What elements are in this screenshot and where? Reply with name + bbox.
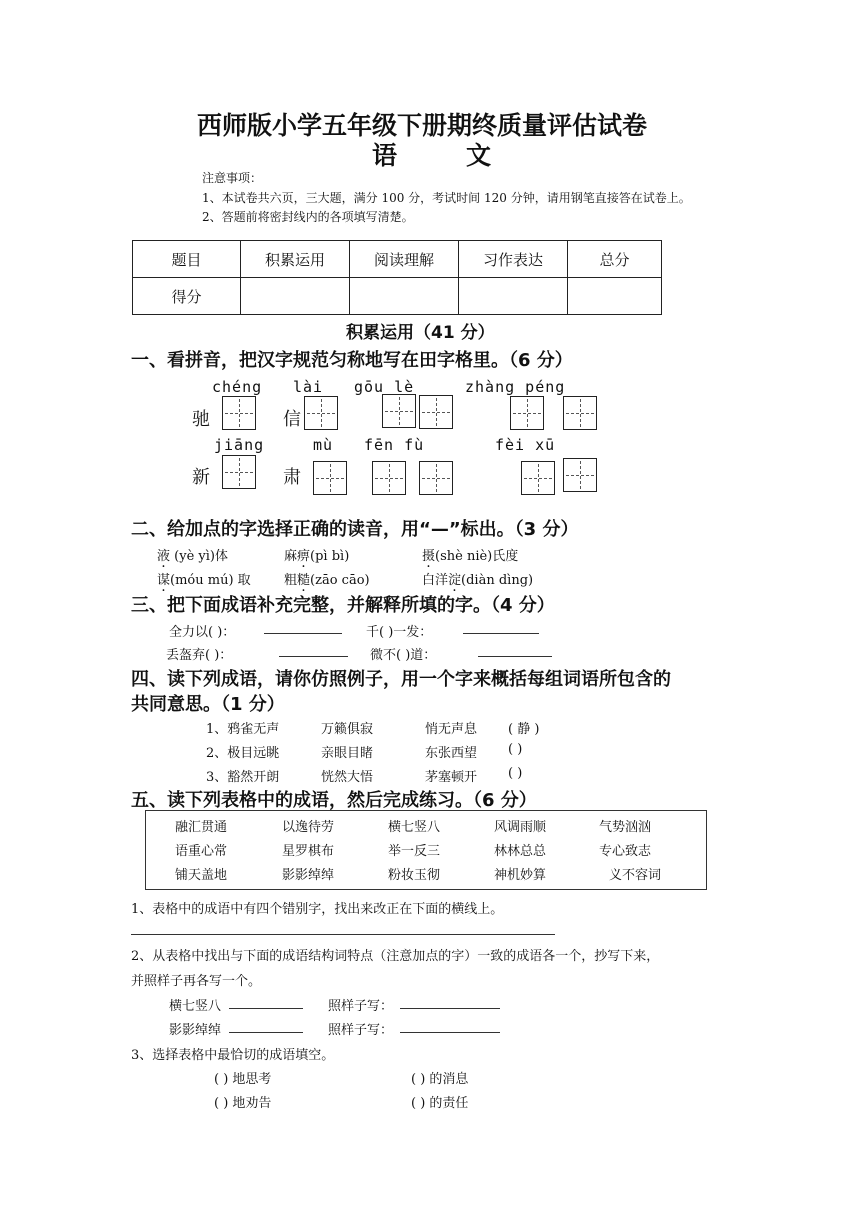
q5-sub3-item[interactable]: ( ) 地思考 (214, 1072, 272, 1087)
q4-word: 3、豁然开朗 (206, 770, 280, 785)
exam-title: 西师版小学五年级下册期终质量评估试卷 (197, 111, 648, 140)
tianzige-box[interactable] (563, 458, 597, 492)
answer-line[interactable] (279, 656, 348, 657)
score-header-cell: 阅读理解 (350, 241, 459, 278)
q2-title: 二、给加点的字选择正确的读音，用“—”标出。（3 分） (131, 519, 579, 540)
idiom-cell: 风调雨顺 (494, 820, 547, 835)
idiom-cell: 专心致志 (599, 844, 652, 859)
answer-line[interactable] (131, 934, 555, 935)
q5-sub2: 2、从表格中找出与下面的成语结构词特点（注意加点的字）一致的成语各一个，抄写下来， (131, 949, 660, 964)
q5-sub3: 3、选择表格中最恰切的成语填空。 (131, 1048, 335, 1063)
note-1: 1、本试卷共六页，三大题，满分 100 分，考试时间 120 分钟，请用钢笔直接答在试卷上。 (202, 191, 691, 205)
idiom-cell: 以逸待劳 (282, 820, 335, 835)
q3-item: 千( )一发： (366, 625, 433, 640)
answer-line[interactable] (478, 656, 552, 657)
pinyin-6: mù (313, 436, 334, 454)
q5-sub2-cont: 并照样子再各写一个。 (131, 974, 262, 989)
idiom-cell: 语重心常 (175, 844, 228, 859)
tianzige-box[interactable] (313, 461, 347, 495)
score-input-cell[interactable] (459, 278, 568, 315)
given-char: 信 (283, 409, 301, 430)
idiom-cell: 融汇贯通 (175, 820, 228, 835)
notes-title: 注意事项： (202, 171, 263, 185)
imitate-label: 照样子写： (328, 999, 394, 1014)
score-table (132, 240, 662, 315)
q5-sub3-item[interactable]: ( ) 的责任 (411, 1096, 469, 1111)
idiom-cell: 影影绰绰 (282, 868, 335, 883)
section-title: 积累运用（41 分） (346, 323, 495, 343)
tianzige-box[interactable] (382, 394, 416, 428)
tianzige-box[interactable] (419, 461, 453, 495)
q4-answer[interactable]: ( 静 ) (508, 722, 540, 737)
q2-item: 麻痹(pì bì) (284, 549, 350, 564)
answer-line[interactable] (400, 1032, 500, 1033)
score-input-cell[interactable] (350, 278, 459, 315)
q4-word: 东张西望 (425, 746, 478, 761)
score-header-cell: 题目 (133, 241, 241, 278)
score-table-header-row (133, 241, 662, 278)
q5-title: 五、读下列表格中的成语，然后完成练习。（6 分） (131, 790, 537, 811)
q4-word: 恍然大悟 (321, 770, 374, 785)
q2-item: 粗糙(zāo cāo) (284, 573, 370, 588)
q5-sub2-example: 影影绰绰 (169, 1023, 222, 1038)
score-header-cell: 积累运用 (241, 241, 350, 278)
q5-sub2-example: 横七竖八 (169, 999, 222, 1014)
pinyin-4: zhàng péng (465, 378, 566, 396)
given-char: 肃 (283, 467, 301, 488)
pinyin-3: gōu lè (354, 378, 415, 396)
q2-item: 白洋淀(diàn dìng) (422, 573, 534, 588)
pinyin-2: lài (293, 378, 324, 396)
idiom-cell: 义不容词 (609, 868, 662, 883)
pinyin-1: chéng (212, 378, 263, 396)
answer-line[interactable] (229, 1008, 303, 1009)
q4-answer[interactable]: ( ) (508, 742, 523, 757)
idiom-cell: 铺天盖地 (175, 868, 228, 883)
score-input-cell[interactable] (568, 278, 662, 315)
q4-word: 茅塞顿开 (425, 770, 478, 785)
answer-line[interactable] (400, 1008, 500, 1009)
tianzige-box[interactable] (304, 396, 338, 430)
q4-word: 1、鸦雀无声 (206, 722, 280, 737)
imitate-label: 照样子写： (328, 1023, 394, 1038)
q5-sub3-item[interactable]: ( ) 的消息 (411, 1072, 469, 1087)
tianzige-box[interactable] (419, 395, 453, 429)
tianzige-box[interactable] (510, 396, 544, 430)
q4-answer[interactable]: ( ) (508, 766, 523, 781)
q3-item: 微不( )道： (370, 648, 437, 663)
q4-title-cont: 共同意思。（1 分） (131, 694, 285, 715)
idiom-cell: 横七竖八 (388, 820, 441, 835)
q2-item: 谋(móu mú) 取 (157, 573, 251, 588)
tianzige-box[interactable] (222, 396, 256, 430)
tianzige-box[interactable] (372, 461, 406, 495)
q4-word: 2、极目远眺 (206, 746, 280, 761)
answer-line[interactable] (463, 633, 539, 634)
idiom-cell: 星罗棋布 (282, 844, 335, 859)
q4-word: 万籁俱寂 (321, 722, 374, 737)
given-char: 驰 (192, 409, 210, 430)
score-table-row (133, 278, 662, 315)
q1-title: 一、看拼音，把汉字规范匀称地写在田字格里。（6 分） (131, 350, 573, 371)
idiom-cell: 林林总总 (494, 844, 547, 859)
score-row-label: 得分 (133, 278, 241, 315)
q5-sub1: 1、表格中的成语中有四个错别字，找出来改正在下面的横线上。 (131, 902, 504, 917)
note-2: 2、答题前将密封线内的各项填写清楚。 (202, 210, 414, 224)
tianzige-box[interactable] (563, 396, 597, 430)
q3-title: 三、把下面成语补充完整，并解释所填的字。（4 分） (131, 595, 555, 616)
q2-item: 摄(shè niè)氏度 (422, 549, 519, 564)
subject-char-1: 语 (372, 141, 398, 170)
idiom-cell: 气势汹汹 (599, 820, 652, 835)
q2-item: 液 (yè yì)体 (157, 549, 228, 564)
idiom-cell: 粉妆玉彻 (388, 868, 441, 883)
answer-line[interactable] (264, 633, 342, 634)
pinyin-7: fēn fù (364, 436, 425, 454)
subject-char-2: 文 (466, 141, 492, 170)
q4-title: 四、读下列成语，请你仿照例子，用一个字来概括每组词语所包含的 (131, 669, 671, 690)
pinyin-8: fèi xū (495, 436, 556, 454)
tianzige-box[interactable] (521, 461, 555, 495)
score-header-cell: 总分 (568, 241, 662, 278)
given-char: 新 (192, 467, 210, 488)
q4-word: 悄无声息 (425, 722, 478, 737)
idiom-cell: 举一反三 (388, 844, 441, 859)
pinyin-5: jiāng (214, 436, 265, 454)
score-header-cell: 习作表达 (459, 241, 568, 278)
q5-sub3-item[interactable]: ( ) 地劝告 (214, 1096, 272, 1111)
score-input-cell[interactable] (241, 278, 350, 315)
q4-word: 亲眼目睹 (321, 746, 374, 761)
idiom-cell: 神机妙算 (494, 868, 547, 883)
q3-item: 丢盔弃( )： (166, 648, 233, 663)
q3-item: 全力以( )： (169, 625, 236, 640)
answer-line[interactable] (229, 1032, 303, 1033)
tianzige-box[interactable] (222, 455, 256, 489)
